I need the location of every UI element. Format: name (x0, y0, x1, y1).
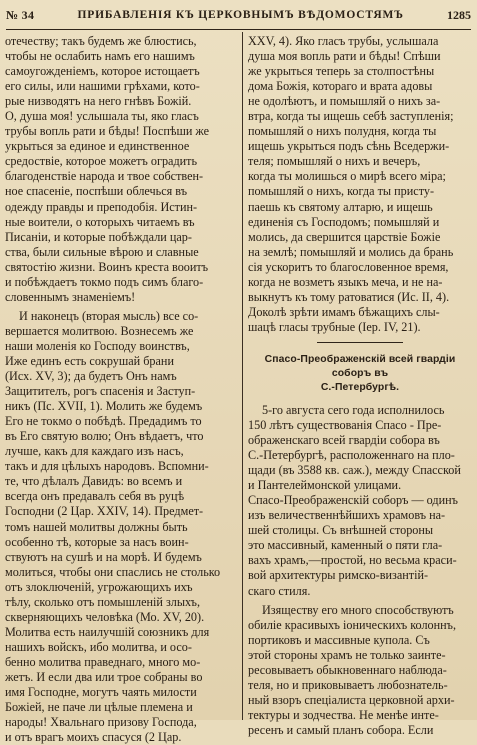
page-header (6, 4, 471, 26)
text-line: вой архитектуры римско-византій- (248, 568, 429, 583)
section-title-line-1: Спасо-Преображенскій всей гвардіи соборъ въ (264, 353, 456, 379)
text-line: Его не токмо о побѣдѣ. Предадимъ то (5, 414, 202, 429)
text-line: благоденствіе народа и твое собствен- (5, 169, 204, 184)
text-line: въ Его святую волю; Онъ вѣдаетъ, что (5, 429, 204, 444)
text-line: же укрыться теперь за столпостѣны (248, 64, 435, 79)
running-head: ПРИБАВЛЕНІЯ КЪ ЦЕРКОВНЫМЪ ВѢДОМОСТЯМЪ (77, 9, 404, 21)
text-line: никъ (Пс. XVII, 1). Молить же будемъ (5, 399, 203, 414)
text-line: И наконецъ (вторая мысль) все со- (19, 308, 199, 323)
text-line: имя Господне, могутъ чаять милости (5, 685, 197, 700)
text-line: Иже единъ есть сокрушай брани (5, 353, 174, 368)
text-line: молись, да свершится царствіе Божіе (248, 229, 441, 244)
text-line: когда ты молишься о мирѣ всего міра; (248, 169, 446, 184)
text-line: и отъ врагъ моихъ спасуся (2 Цар. (5, 730, 182, 745)
issue-number: № 34 (6, 7, 35, 22)
text-line: рые низводятъ на него гнѣвъ Божій. (5, 94, 192, 109)
text-line: втра, когда ты ищешь себѣ заступленія; (248, 109, 454, 124)
text-line: единенія съ Господомъ; помышляй и (248, 214, 440, 229)
text-line: Молитва есть наилучшій союзникъ для (5, 624, 210, 639)
left-paragraph-2 (5, 309, 237, 745)
left-paragraph-1 (5, 34, 237, 305)
text-line: этой стороны храмъ не только заинте- (248, 647, 446, 662)
section-divider (317, 342, 403, 343)
text-line: портиковъ и массивные купола. Съ (248, 632, 430, 647)
text-line: Спасо-Преображенскій соборъ — одинъ (248, 493, 458, 508)
text-line: С.-Петербургѣ, расположеннаго на пло- (248, 448, 455, 463)
text-line: вершается молитвою. Вознесемъ же (5, 323, 194, 338)
text-line: наши моленія ко Господу воинствъ, (5, 338, 190, 353)
text-line: душа моя вопль рати и бѣды! Спѣши (248, 49, 441, 64)
text-line: народы! Хвальнаго призову Господа, (5, 715, 197, 730)
text-line: не одолѣютъ, и помышляй о нихъ за- (248, 94, 441, 109)
text-line: Изяществу его много способствуютъ (262, 602, 454, 617)
text-line: (Исх. XV, 3); да будетъ Онъ намъ (5, 369, 177, 384)
text-line: словеннымъ знаменіемъ! (5, 289, 136, 304)
text-line: паешь къ святому алтарю, и ищешь (248, 199, 433, 214)
text-line: нашихъ войскъ, ибо молитва, и осо- (5, 639, 192, 654)
text-line: всегда онъ предавалъ себя въ руцѣ (5, 489, 185, 504)
text-line: Господни (2 Цар. XXIV, 14). Предмет- (5, 504, 204, 519)
text-line: выкнутъ къ тому ратоватися (Ис. II, 4). (248, 289, 450, 304)
text-line: обиліе красивыхъ іоническихъ колоннъ, (248, 617, 457, 632)
text-line: сія ускоритъ то благословенное время, (248, 259, 449, 274)
text-line: самоугожденіемъ, которое истощаетъ (5, 64, 200, 79)
text-line: ное спасеніе, поспѣши облечься въ (5, 184, 188, 199)
text-line: отъ злоключеній, угрожающихъ ихъ (5, 579, 193, 594)
text-line: ищешь укрыться подъ сѣнь Вседержи- (248, 139, 450, 154)
section-title (248, 353, 472, 395)
text-line: средоствіе, которое можетъ оградить (5, 154, 198, 169)
text-line: 150 лѣтъ существованія Спасо - Пре- (248, 417, 442, 432)
text-line: О, душа моя! услышала ты, яко гласъ (5, 109, 199, 124)
text-line: его силы, или нашими грѣхами, кото- (5, 79, 200, 94)
right-column (248, 34, 472, 738)
left-column (5, 34, 237, 745)
text-line: особенно тѣ, которые за насъ воин- (5, 534, 189, 549)
header-rule (6, 29, 471, 30)
text-line: лучше, какъ для каждаго изъ насъ, (5, 444, 184, 459)
text-line: тектуры и зодчества. Не менѣе инте- (248, 707, 439, 722)
text-line: Доколѣ зрѣти имамъ бѣжащихъ слы- (248, 304, 440, 319)
text-line: одежду правды и преподобія. Истин- (5, 199, 198, 214)
text-line: тѣлу, сколько отъ помышленій злыхъ, (5, 594, 201, 609)
text-line: вахъ храмъ,—простой, но весьма краси- (248, 553, 457, 568)
right-paragraph-1 (248, 34, 472, 335)
text-line: укрыться за единое и единственное (5, 139, 190, 154)
text-line: Божіей, не паче ли цѣлые племена и (5, 700, 193, 715)
text-line: изъ величественнѣйшихъ храмовъ на- (248, 508, 446, 523)
text-line: трубы вопль рати и бѣды! Поспѣши же (5, 124, 210, 139)
text-line: ресовываетъ обыкновеннаго наблюда- (248, 662, 447, 677)
text-line: бенно молитва праведнаго, много мо- (5, 654, 201, 669)
text-line: такъ и для цѣлыхъ народовъ. Вспомни- (5, 459, 209, 474)
text-line: 5-го августа сего года исполнилось (262, 402, 445, 417)
text-line: ные воители, о которыхъ читаемъ въ (5, 214, 195, 229)
text-line: теля, но и приковываетъ любознатель- (248, 677, 448, 692)
text-line: дома Божія, котораго и врата адовы (248, 79, 433, 94)
text-line: и Пантелеймонской улицами. (248, 478, 402, 493)
text-line: ствуютъ на сушѣ и на морѣ. И будемъ (5, 549, 202, 564)
right-paragraph-3 (248, 603, 472, 738)
text-line: и побѣждаетъ токмо подъ симъ благо- (5, 274, 204, 289)
text-line: когда не возметъ языкъ меча, и не на- (248, 274, 443, 289)
text-line: XXV, 4). Яко гласъ трубы, услышала (248, 34, 439, 48)
text-line: отечеству; такъ будемъ же блюстись, (5, 34, 197, 48)
right-paragraph-2 (248, 403, 472, 599)
page-number: 1285 (446, 7, 471, 22)
text-line: шацѣ гласы трубные (Iер. IV, 21). (248, 319, 421, 334)
text-line: скаго стиля. (248, 583, 311, 598)
text-line: ображенскаго всей гвардіи собора въ (248, 433, 440, 448)
text-line: ный взоръ спеціалиста церковной архи- (248, 692, 455, 707)
text-line: шей столицы. Съ внѣшней стороны (248, 523, 434, 538)
text-line: помышляй о нихъ, когда ты присту- (248, 184, 435, 199)
text-line: теля; помышляй о нихъ и вечеръ, (248, 154, 421, 169)
text-line: жетъ. И если два или трое собраны во (5, 669, 203, 684)
text-line: томъ нашей молитвы должны быть (5, 519, 188, 534)
text-line: Писаніи, и которые побѣждали цар- (5, 229, 192, 244)
text-line: скверняющихъ человѣка (Мо. XV, 20). (5, 609, 205, 624)
text-line: на землѣ; помышляй и молись да брань (248, 244, 454, 259)
section-title-line-2: С.-Петербургѣ. (320, 381, 400, 393)
text-line: ства, были сильные вѣрою и славные (5, 244, 199, 259)
text-line: молиться, чтобы они спаслись не столько (5, 564, 221, 579)
text-line: это массивный, каменный о пяти гла- (248, 538, 443, 553)
text-line: щади (въ 3588 кв. саж.), между Спасской (248, 463, 461, 478)
text-line: ресенъ и самый планъ собора. Если (248, 722, 434, 737)
text-line: помышляй о нихъ полудня, когда ты (248, 124, 437, 139)
text-line: Защитителъ, рогъ спасенія и Заступ- (5, 384, 196, 399)
column-rule (242, 32, 243, 720)
text-line: те, что дѣлалъ Давидъ: во всемъ и (5, 474, 183, 489)
text-line: святостію жизни. Воинъ креста вооитъ (5, 259, 209, 274)
text-line: чтобы не ослабить намъ его нашимъ (5, 49, 195, 64)
